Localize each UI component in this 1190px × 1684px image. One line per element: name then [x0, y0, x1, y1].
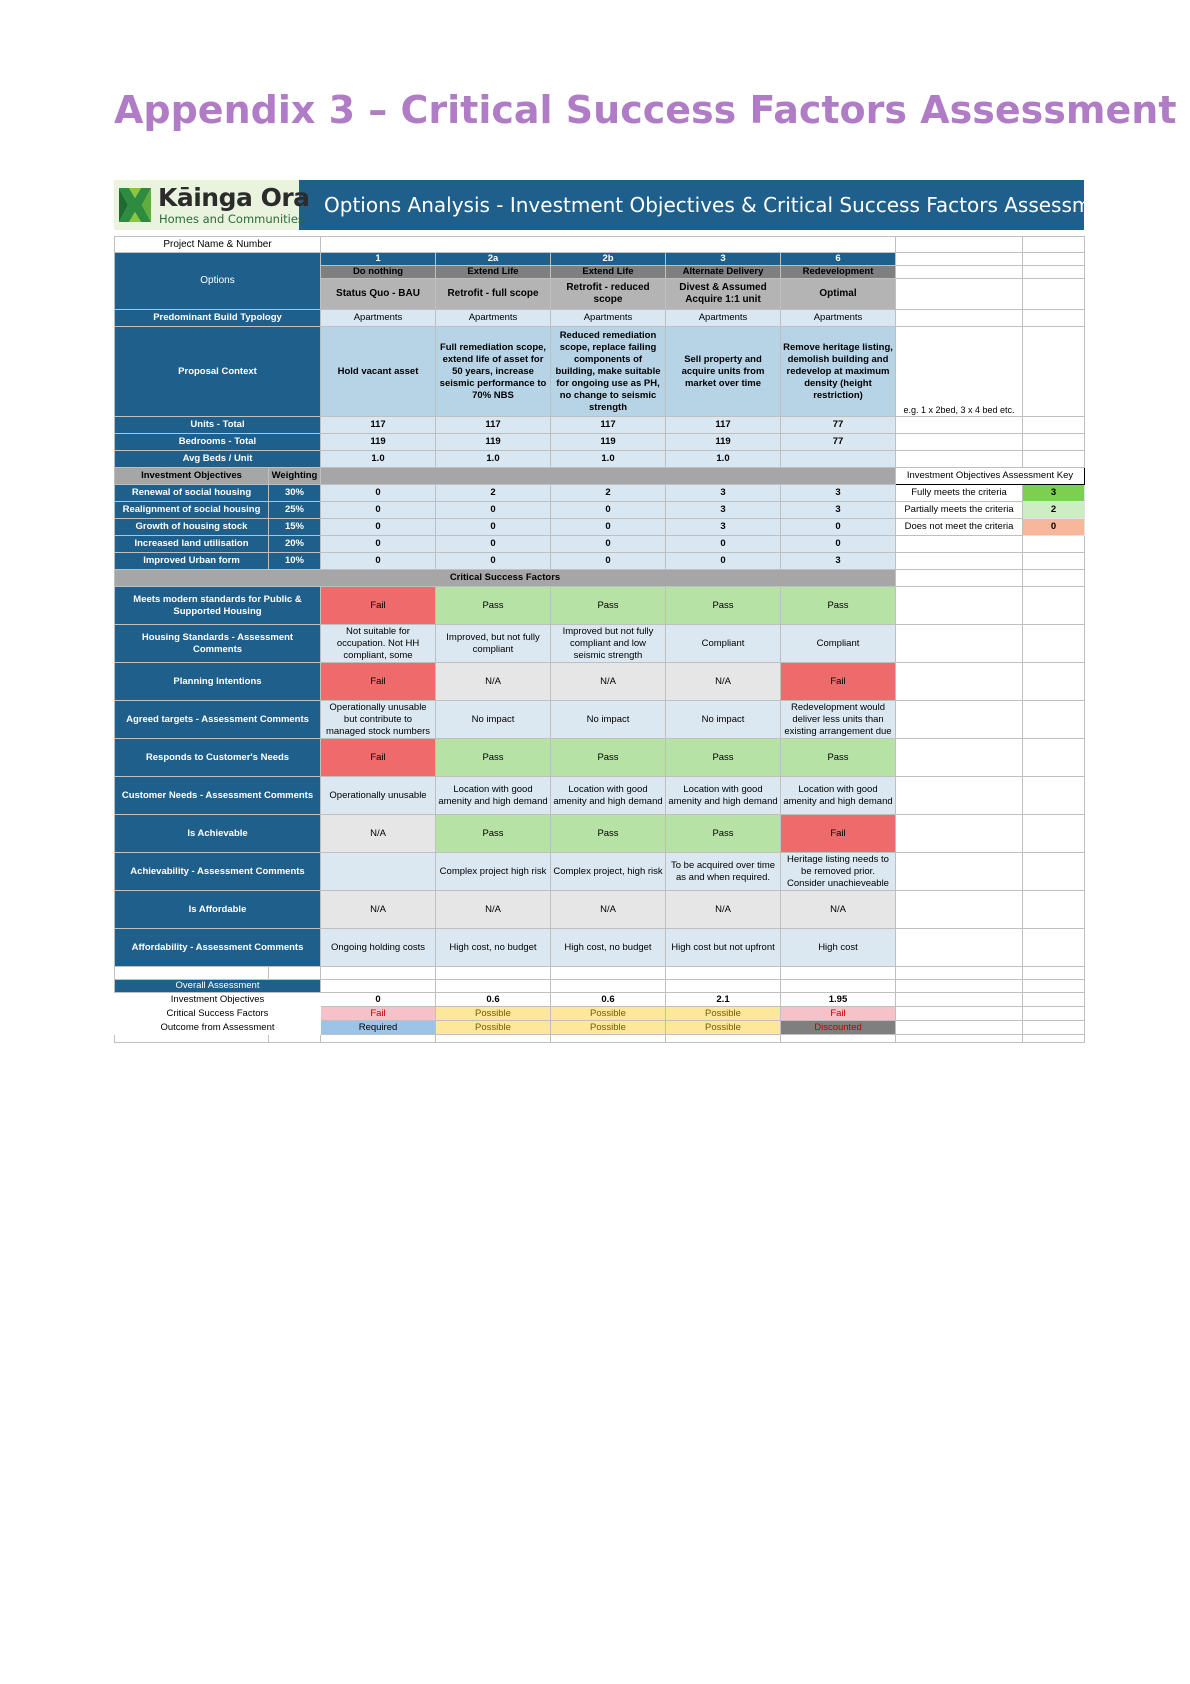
overall-value: Possible: [436, 1021, 551, 1035]
objective-score: 3: [666, 485, 781, 502]
csf-row: [115, 777, 1085, 815]
key-label: Partially meets the criteria: [896, 502, 1023, 519]
csf-comment: No impact: [436, 701, 551, 739]
empty-cell: [666, 980, 781, 993]
csf-header-row: [115, 570, 1085, 587]
empty-cell: [1023, 253, 1085, 266]
csf-row: [115, 739, 1085, 777]
empty-cell: [896, 587, 1023, 625]
empty-cell: [1023, 739, 1085, 777]
bedrooms-value: 119: [551, 434, 666, 451]
csf-row: [115, 815, 1085, 853]
csf-comment: Operationally unusable: [321, 777, 436, 815]
overall-label: Outcome from Assessment: [115, 1021, 321, 1035]
empty-cell: [1023, 701, 1085, 739]
objective-score: 0: [781, 536, 896, 553]
avg-beds-row: [115, 451, 1085, 468]
csf-comment: Location with good amenity and high demand: [781, 777, 896, 815]
bedrooms-value: 119: [666, 434, 781, 451]
csf-status: Pass: [781, 739, 896, 777]
csf-comment: Compliant: [781, 625, 896, 663]
overall-header: Overall Assessment: [115, 980, 321, 993]
objective-weight: 25%: [269, 502, 321, 519]
empty-cell: [781, 1035, 896, 1043]
empty-cell: [321, 980, 436, 993]
csf-status: Pass: [436, 815, 551, 853]
key-value: 3: [1023, 485, 1085, 502]
csf-label: Responds to Customer's Needs: [115, 739, 321, 777]
context-value: Sell property and acquire units from market over time: [666, 327, 781, 417]
key-label: Fully meets the criteria: [896, 485, 1023, 502]
empty-cell: [896, 777, 1023, 815]
empty-cell: [1023, 266, 1085, 279]
empty-cell: [896, 980, 1023, 993]
empty-cell: [1023, 451, 1085, 468]
objective-score: 3: [666, 502, 781, 519]
kainga-ora-logo: [114, 180, 310, 230]
empty-cell: [666, 1035, 781, 1043]
csf-comment: Not suitable for occupation. Not HH compliant, some: [321, 625, 436, 663]
empty-cell: [1023, 417, 1085, 434]
csf-status: Pass: [436, 739, 551, 777]
empty-cell: [896, 1035, 1023, 1043]
end-row: [115, 1035, 1085, 1043]
empty-cell: [1023, 310, 1085, 327]
csf-comment: Redevelopment would deliver less units than existing arrangement due: [781, 701, 896, 739]
empty-cell: [896, 266, 1023, 279]
empty-cell: [1023, 327, 1085, 417]
csf-comment: Complex project, high risk: [551, 853, 666, 891]
csf-status: N/A: [781, 891, 896, 929]
empty-cell: [1023, 980, 1085, 993]
empty-cell: [781, 980, 896, 993]
csf-status: N/A: [436, 663, 551, 701]
objective-weight: 30%: [269, 485, 321, 502]
csf-status: Pass: [666, 815, 781, 853]
csf-comment: Improved, but not fully compliant: [436, 625, 551, 663]
logo-subtitle: Homes and Communities: [159, 212, 304, 226]
weighting-header: Weighting: [269, 468, 321, 485]
objective-score: 3: [781, 485, 896, 502]
csf-status: Pass: [551, 587, 666, 625]
project-name-value: [321, 237, 896, 253]
option-subtitle: Retrofit - full scope: [436, 279, 551, 310]
bedrooms-value: 77: [781, 434, 896, 451]
overall-row: [115, 993, 1085, 1007]
io-header-row: [115, 468, 1085, 485]
csf-comment: Complex project high risk: [436, 853, 551, 891]
csf-header: Critical Success Factors: [115, 570, 896, 587]
option-subtitle: Divest & Assumed Acquire 1:1 unit: [666, 279, 781, 310]
empty-cell: [115, 967, 269, 980]
empty-cell: [436, 967, 551, 980]
overall-value: Required: [321, 1021, 436, 1035]
assessment-table: [114, 236, 1085, 1043]
objective-label: Realignment of social housing: [115, 502, 269, 519]
overall-value: Possible: [551, 1021, 666, 1035]
objective-score: 0: [321, 519, 436, 536]
objective-score: 2: [436, 485, 551, 502]
objective-score: 3: [781, 502, 896, 519]
units-value: 117: [321, 417, 436, 434]
typology-value: Apartments: [781, 310, 896, 327]
context-note: e.g. 1 x 2bed, 3 x 4 bed etc.: [896, 327, 1023, 417]
avg-beds-value: 1.0: [666, 451, 781, 468]
csf-status: N/A: [666, 891, 781, 929]
typology-value: Apartments: [321, 310, 436, 327]
banner-title: Options Analysis - Investment Objectives & Critical Success Factors Assessment: [324, 193, 1125, 217]
objective-score: 3: [666, 519, 781, 536]
empty-cell: [115, 1035, 269, 1043]
csf-status: Pass: [436, 587, 551, 625]
objective-score: 0: [551, 502, 666, 519]
objective-row: [115, 553, 1085, 570]
csf-comment: [321, 853, 436, 891]
objective-row: [115, 519, 1085, 536]
csf-status: Fail: [321, 663, 436, 701]
empty-cell: [436, 980, 551, 993]
objective-weight: 15%: [269, 519, 321, 536]
empty-cell: [1023, 570, 1085, 587]
objective-score: 0: [321, 485, 436, 502]
empty-cell: [1023, 237, 1085, 253]
empty-cell: [269, 967, 321, 980]
objective-score: 0: [551, 536, 666, 553]
csf-status: Pass: [781, 587, 896, 625]
objective-score: 3: [781, 553, 896, 570]
overall-value: 0.6: [436, 993, 551, 1007]
overall-value: 0.6: [551, 993, 666, 1007]
csf-status: Pass: [666, 587, 781, 625]
avg-beds-value: 1.0: [321, 451, 436, 468]
empty-cell: [896, 739, 1023, 777]
csf-comment: Improved but not fully compliant and low seismic strength: [551, 625, 666, 663]
objective-score: 0: [551, 553, 666, 570]
option-name: Extend Life: [551, 266, 666, 279]
empty-cell: [1023, 663, 1085, 701]
csf-status: N/A: [666, 663, 781, 701]
empty-cell: [896, 451, 1023, 468]
units-label: Units - Total: [115, 417, 321, 434]
empty-cell: [1023, 625, 1085, 663]
empty-cell: [1023, 587, 1085, 625]
typology-label: Predominant Build Typology: [115, 310, 321, 327]
objective-score: 2: [551, 485, 666, 502]
csf-label: Meets modern standards for Public & Supported Housing: [115, 587, 321, 625]
csf-label: Agreed targets - Assessment Comments: [115, 701, 321, 739]
empty-cell: [551, 980, 666, 993]
csf-label: Planning Intentions: [115, 663, 321, 701]
units-row: [115, 417, 1085, 434]
empty-cell: [1023, 993, 1085, 1007]
empty-cell: [1023, 1021, 1085, 1035]
bedrooms-value: 119: [321, 434, 436, 451]
typology-value: Apartments: [551, 310, 666, 327]
empty-cell: [1023, 853, 1085, 891]
csf-status: N/A: [436, 891, 551, 929]
csf-comment: No impact: [666, 701, 781, 739]
empty-cell: [896, 237, 1023, 253]
option-subtitle: Retrofit - reduced scope: [551, 279, 666, 310]
csf-status: N/A: [551, 663, 666, 701]
empty-cell: [896, 701, 1023, 739]
csf-comment: High cost but not upfront: [666, 929, 781, 967]
overall-value: Fail: [781, 1007, 896, 1021]
objective-weight: 20%: [269, 536, 321, 553]
banner: [114, 180, 1125, 230]
empty-cell: [896, 625, 1023, 663]
csf-status: Pass: [666, 739, 781, 777]
project-name-row: [115, 237, 1085, 253]
csf-status: Pass: [551, 739, 666, 777]
option-name: Alternate Delivery: [666, 266, 781, 279]
csf-row: [115, 929, 1085, 967]
csf-comment: Heritage listing needs to be removed prior. Consider unachieveable: [781, 853, 896, 891]
empty-cell: [896, 891, 1023, 929]
csf-comment: To be acquired over time as and when required.: [666, 853, 781, 891]
csf-comment: Operationally unusable but contribute to managed stock numbers: [321, 701, 436, 739]
units-value: 77: [781, 417, 896, 434]
overall-label: Investment Objectives: [115, 993, 321, 1007]
csf-label: Housing Standards - Assessment Comments: [115, 625, 321, 663]
avg-beds-value: 1.0: [436, 451, 551, 468]
empty-cell: [321, 967, 436, 980]
key-value: 0: [1023, 519, 1085, 536]
context-label: Proposal Context: [115, 327, 321, 417]
overall-value: Fail: [321, 1007, 436, 1021]
csf-label: Is Achievable: [115, 815, 321, 853]
overall-value: Possible: [666, 1007, 781, 1021]
overall-row: [115, 1021, 1085, 1035]
csf-row: [115, 701, 1085, 739]
objective-row: [115, 536, 1085, 553]
avg-beds-value: 1.0: [551, 451, 666, 468]
empty-cell: [896, 536, 1023, 553]
bedrooms-row: [115, 434, 1085, 451]
option-name: Extend Life: [436, 266, 551, 279]
csf-comment: High cost: [781, 929, 896, 967]
objective-score: 0: [321, 502, 436, 519]
empty-cell: [1023, 1035, 1085, 1043]
bedrooms-value: 119: [436, 434, 551, 451]
empty-cell: [896, 967, 1023, 980]
empty-cell: [1023, 891, 1085, 929]
empty-cell: [896, 570, 1023, 587]
empty-cell: [321, 1035, 436, 1043]
empty-cell: [551, 1035, 666, 1043]
objective-score: 0: [436, 502, 551, 519]
objective-score: 0: [436, 536, 551, 553]
empty-cell: [551, 967, 666, 980]
objective-row: [115, 502, 1085, 519]
overall-value: 1.95: [781, 993, 896, 1007]
objective-score: 0: [436, 553, 551, 570]
empty-cell: [896, 929, 1023, 967]
overall-value: 0: [321, 993, 436, 1007]
empty-cell: [1023, 536, 1085, 553]
overall-label: Critical Success Factors: [115, 1007, 321, 1021]
option-number: 1: [321, 253, 436, 266]
csf-label: Affordability - Assessment Comments: [115, 929, 321, 967]
context-value: Full remediation scope, extend life of asset for 50 years, increase seismic performance to 70% NBS: [436, 327, 551, 417]
csf-comment: No impact: [551, 701, 666, 739]
empty-cell: [896, 553, 1023, 570]
empty-cell: [896, 993, 1023, 1007]
csf-status: Pass: [551, 815, 666, 853]
csf-status: Fail: [781, 815, 896, 853]
empty-cell: [1023, 929, 1085, 967]
option-subtitle: Optimal: [781, 279, 896, 310]
logo-title: Kāinga Ora: [158, 183, 310, 212]
csf-comment: Location with good amenity and high demand: [436, 777, 551, 815]
options-number-row: [115, 253, 1085, 266]
overall-row: [115, 1007, 1085, 1021]
objective-label: Improved Urban form: [115, 553, 269, 570]
csf-label: Is Affordable: [115, 891, 321, 929]
overall-value: Possible: [666, 1021, 781, 1035]
empty-cell: [896, 1007, 1023, 1021]
objective-score: 0: [551, 519, 666, 536]
empty-cell: [896, 1021, 1023, 1035]
empty-cell: [896, 663, 1023, 701]
csf-comment: High cost, no budget: [551, 929, 666, 967]
objective-row: [115, 485, 1085, 502]
option-name: Do nothing: [321, 266, 436, 279]
csf-status: Fail: [781, 663, 896, 701]
option-name: Redevelopment: [781, 266, 896, 279]
context-value: Hold vacant asset: [321, 327, 436, 417]
project-name-label: Project Name & Number: [115, 237, 321, 253]
objective-score: 0: [666, 553, 781, 570]
units-value: 117: [666, 417, 781, 434]
empty-cell: [896, 253, 1023, 266]
typology-value: Apartments: [436, 310, 551, 327]
csf-status: N/A: [321, 815, 436, 853]
key-value: 2: [1023, 502, 1085, 519]
empty-cell: [666, 967, 781, 980]
empty-cell: [269, 1035, 321, 1043]
csf-comment: Location with good amenity and high demand: [551, 777, 666, 815]
overall-value: Possible: [551, 1007, 666, 1021]
option-number: 2b: [551, 253, 666, 266]
csf-status: N/A: [551, 891, 666, 929]
empty-cell: [896, 417, 1023, 434]
typology-row: [115, 310, 1085, 327]
objective-label: Increased land utilisation: [115, 536, 269, 553]
option-number: 3: [666, 253, 781, 266]
overall-value: 2.1: [666, 993, 781, 1007]
csf-comment: Location with good amenity and high demand: [666, 777, 781, 815]
empty-cell: [1023, 967, 1085, 980]
empty-cell: [436, 1035, 551, 1043]
avg-beds-label: Avg Beds / Unit: [115, 451, 321, 468]
csf-label: Customer Needs - Assessment Comments: [115, 777, 321, 815]
empty-cell: [1023, 553, 1085, 570]
option-number: 2a: [436, 253, 551, 266]
csf-label: Achievability - Assessment Comments: [115, 853, 321, 891]
empty-cell: [1023, 279, 1085, 310]
units-value: 117: [436, 417, 551, 434]
csf-row: [115, 587, 1085, 625]
empty-cell: [896, 815, 1023, 853]
csf-row: [115, 891, 1085, 929]
csf-status: N/A: [321, 891, 436, 929]
objective-score: 0: [436, 519, 551, 536]
overall-value: Possible: [436, 1007, 551, 1021]
csf-status: Fail: [321, 739, 436, 777]
io-header-label: Investment Objectives: [115, 468, 269, 485]
csf-status: Fail: [321, 587, 436, 625]
csf-row: [115, 853, 1085, 891]
logo-mark-icon: [116, 184, 154, 226]
empty-cell: [896, 279, 1023, 310]
objective-score: 0: [321, 553, 436, 570]
empty-cell: [896, 434, 1023, 451]
csf-comment: High cost, no budget: [436, 929, 551, 967]
key-label: Does not meet the criteria: [896, 519, 1023, 536]
bedrooms-label: Bedrooms - Total: [115, 434, 321, 451]
option-subtitle: Status Quo - BAU: [321, 279, 436, 310]
empty-cell: [896, 310, 1023, 327]
context-row: [115, 327, 1085, 417]
avg-beds-value: [781, 451, 896, 468]
empty-cell: [1023, 1007, 1085, 1021]
objective-score: 0: [666, 536, 781, 553]
csf-comment: Compliant: [666, 625, 781, 663]
spacer-row: [115, 967, 1085, 980]
csf-row: [115, 625, 1085, 663]
io-header-fill: [321, 468, 896, 485]
empty-cell: [1023, 777, 1085, 815]
objective-label: Growth of housing stock: [115, 519, 269, 536]
objective-score: 0: [781, 519, 896, 536]
csf-row: [115, 663, 1085, 701]
options-label: Options: [115, 253, 321, 310]
empty-cell: [781, 967, 896, 980]
key-title: Investment Objectives Assessment Key: [896, 468, 1085, 485]
objective-weight: 10%: [269, 553, 321, 570]
csf-comment: Ongoing holding costs: [321, 929, 436, 967]
overall-value: Discounted: [781, 1021, 896, 1035]
objective-label: Renewal of social housing: [115, 485, 269, 502]
option-number: 6: [781, 253, 896, 266]
overall-header-row: [115, 980, 1085, 993]
units-value: 117: [551, 417, 666, 434]
empty-cell: [896, 853, 1023, 891]
context-value: Remove heritage listing, demolish building and redevelop at maximum density (height restriction): [781, 327, 896, 417]
empty-cell: [1023, 815, 1085, 853]
page-heading: Appendix 3 – Critical Success Factors Assessment: [114, 88, 1177, 132]
empty-cell: [1023, 434, 1085, 451]
objective-score: 0: [321, 536, 436, 553]
context-value: Reduced remediation scope, replace failing components of building, make suitable for ongoing use as PH, no change to seismic strength: [551, 327, 666, 417]
typology-value: Apartments: [666, 310, 781, 327]
